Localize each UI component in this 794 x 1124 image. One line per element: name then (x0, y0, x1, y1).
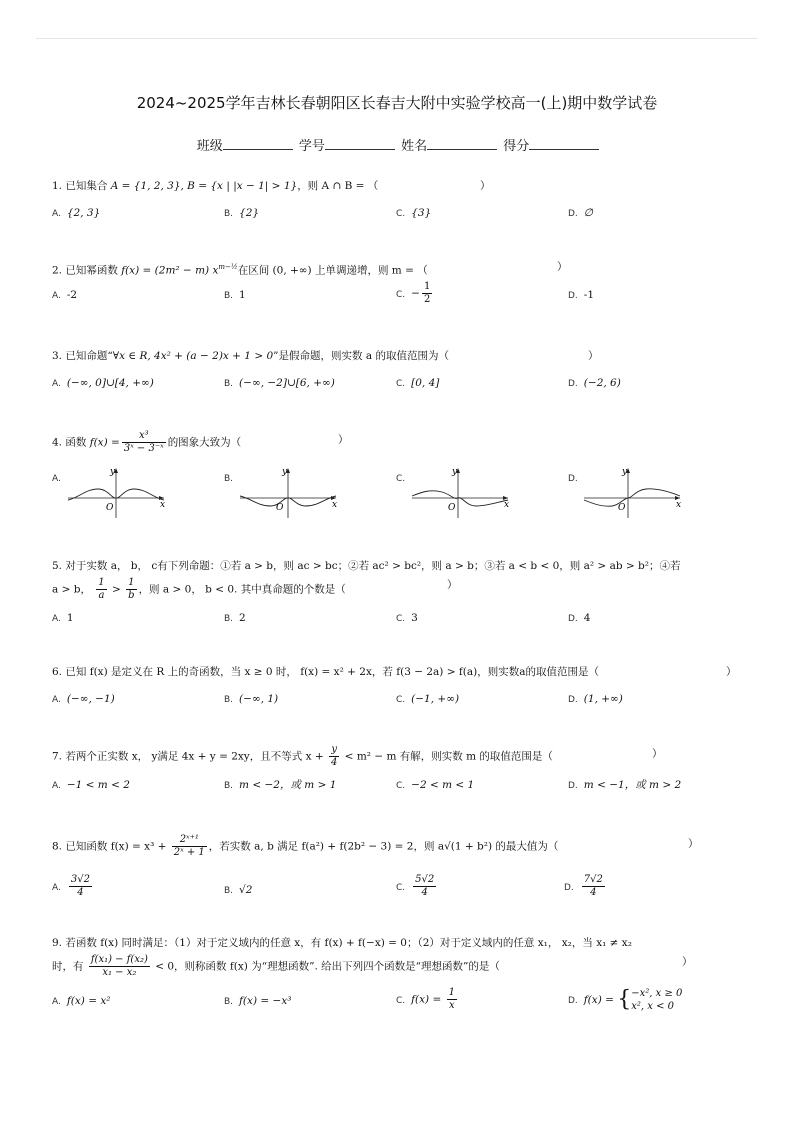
question-5-stem: 5. 对于实数 a， b， c有下列命题：①若 a > b，则 ac > bc；②若 ac² > bc²，则 a > b；③若 a < b < 0，则 a² > ab > b²；④若 a > b， $\frac{1}{a}$ > $\frac{1}{b}$ ，则 a > 0， b < 0. 其中真命题的个数是（ ） (52, 560, 681, 601)
question-2 (52, 259, 752, 305)
origin-label: O (618, 503, 626, 513)
option-c[interactable]: C. [0, 4] (396, 377, 440, 389)
option-b[interactable]: B. 1 (224, 289, 246, 301)
x-label: x (676, 500, 682, 510)
score-blank[interactable] (529, 138, 599, 150)
option-d[interactable]: D. ∅ (568, 207, 593, 219)
score-label: 得分 (503, 139, 530, 154)
question-3 (52, 348, 752, 389)
graph-b[interactable] (238, 462, 342, 520)
origin-label: O (276, 503, 284, 513)
option-d[interactable]: D. m < −1，或 m > 2 (568, 779, 682, 791)
option-c[interactable]: C. f(x) = $\frac{1}{x}$ (396, 987, 456, 1011)
option-a[interactable]: A. 1 (52, 612, 74, 624)
option-d[interactable]: D. $\frac{7√2}{4}$ (564, 874, 603, 898)
y-label: y (110, 467, 116, 477)
option-a[interactable]: A. $\frac{3√2}{4}$ (52, 874, 90, 898)
option-b[interactable]: B. (−∞, 1) (224, 693, 279, 705)
x-label: x (504, 500, 510, 510)
option-c[interactable]: C. −2 < m < 1 (396, 779, 475, 791)
question-9-stem: 9. 若函数 f(x) 同时满足：（1）对于定义域内的任意 x，有 f(x) + f(−x) = 0；（2）对于定义域内的任意 x₁， x₂，当 x₁ ≠ x₂ 时，有 $\frac{\text{f(x₁) − f(x₂)}}{\text{x₁ − x₂}}$ < 0，则称函数 f(x) 为“理想函数”. 给出下列四个函数是“理想函数”的是（ ） (52, 937, 693, 978)
option-a[interactable]: A. f(x) = x² (52, 995, 111, 1007)
question-8-stem: 8. 已知函数 f(x) = x³ + $\frac{\text{2ˣ⁺¹}}{\text{2ˣ + 1}}$ ，若实数 a, b 满足 f(a²) + f(2b² − 3) = 2，则 a√(1 + b²) 的最大值为（ ） (52, 834, 699, 858)
option-a[interactable]: A. (52, 474, 61, 484)
option-a[interactable]: A. (−∞, −1) (52, 693, 115, 705)
class-label: 班级 (196, 139, 223, 154)
question-1 (52, 178, 752, 219)
question-1-stem: 1. 已知集合 A = {1, 2, 3}, B = {x | |x − 1| > 1}，则 A ∩ B = （ ） (52, 180, 491, 192)
option-d[interactable]: D. (1, +∞) (568, 693, 623, 705)
option-d[interactable]: D. -1 (568, 289, 595, 301)
option-b[interactable]: B. {2} (224, 207, 260, 219)
student-id-blank[interactable] (325, 138, 395, 150)
option-c[interactable]: C. (−1, +∞) (396, 693, 460, 705)
option-c[interactable]: C. (396, 474, 406, 484)
option-d[interactable]: D. f(x) = { −x², x ≥ 0 x², x < 0 (568, 987, 683, 1012)
x-label: x (332, 500, 338, 510)
option-b[interactable]: B. m < −2，或 m > 1 (224, 779, 337, 791)
option-b[interactable]: B. √2 (224, 884, 253, 896)
option-d[interactable]: D. (−2, 6) (568, 377, 621, 389)
curve-d (584, 489, 680, 506)
student-info-line (0, 135, 794, 154)
graph-a[interactable] (66, 462, 170, 520)
question-8 (52, 834, 752, 898)
option-c[interactable]: C. 3 (396, 612, 418, 624)
question-9 (52, 935, 752, 1012)
name-blank[interactable] (427, 138, 497, 150)
origin-label: O (448, 503, 456, 513)
option-a[interactable]: A. (−∞, 0]∪[4, +∞) (52, 377, 154, 389)
name-label: 姓名 (401, 139, 428, 154)
option-a[interactable]: A. {2, 3} (52, 207, 101, 219)
question-6-stem: 6. 已知 f(x) 是定义在 R 上的奇函数，当 x ≥ 0 时， f(x) = x² + 2x，若 f(3 − 2a) > f(a)，则实数a的取值范围是（ ） (52, 666, 737, 678)
question-7-stem: 7. 若两个正实数 x， y满足 4x + y = 2xy，且不等式 x + $\frac{y}{4}$ < m² − m 有解，则实数 m 的取值范围是（ ） (52, 744, 663, 768)
option-d[interactable]: D. (568, 474, 578, 484)
option-a[interactable]: A. -2 (52, 289, 78, 301)
question-4 (52, 430, 752, 484)
page-title: 2024~2025学年吉林长春朝阳区长春吉大附中实验学校高一(上)期中数学试卷 (136, 94, 658, 112)
option-c[interactable]: C. − $\frac{1}{2}$ (396, 281, 431, 305)
question-3-stem: 3. 已知命题“∀x ∈ R, 4x² + (a − 2)x + 1 > 0”是假命题，则实数 a 的取值范围为（ ） (52, 350, 599, 362)
graph-d[interactable] (582, 462, 686, 520)
option-c[interactable]: C. $\frac{5√2}{4}$ (396, 874, 435, 898)
graph-c[interactable] (410, 462, 514, 520)
question-7 (52, 744, 752, 791)
option-a[interactable]: A. −1 < m < 2 (52, 779, 130, 791)
origin-label: O (106, 503, 114, 513)
question-6 (52, 664, 752, 705)
top-rule (36, 38, 758, 39)
option-c[interactable]: C. {3} (396, 207, 432, 219)
option-d[interactable]: D. 4 (568, 612, 591, 624)
option-b[interactable]: B. 2 (224, 612, 246, 624)
option-b[interactable]: B. (224, 474, 234, 484)
option-b[interactable]: B. f(x) = −x³ (224, 995, 292, 1007)
student-id-label: 学号 (298, 139, 325, 154)
x-label: x (160, 500, 166, 510)
y-label: y (452, 467, 458, 477)
question-4-stem: 4. 函数 f(x) = $\frac{\text{x³}}{\text{3ˣ − 3⁻ˣ}}$ 的图象大致为（ ） (52, 430, 349, 454)
y-label: y (622, 467, 628, 477)
option-b[interactable]: B. (−∞, −2]∪[6, +∞) (224, 377, 335, 389)
question-2-stem: 2. 已知幂函数 f(x) = (2m² − m) $x^{m-\frac{1}{2}}$在区间 (0, +∞) 上单调递增，则 m = （ ） (52, 261, 568, 277)
y-label: y (282, 467, 288, 477)
class-blank[interactable] (223, 138, 293, 150)
question-5 (52, 558, 752, 624)
